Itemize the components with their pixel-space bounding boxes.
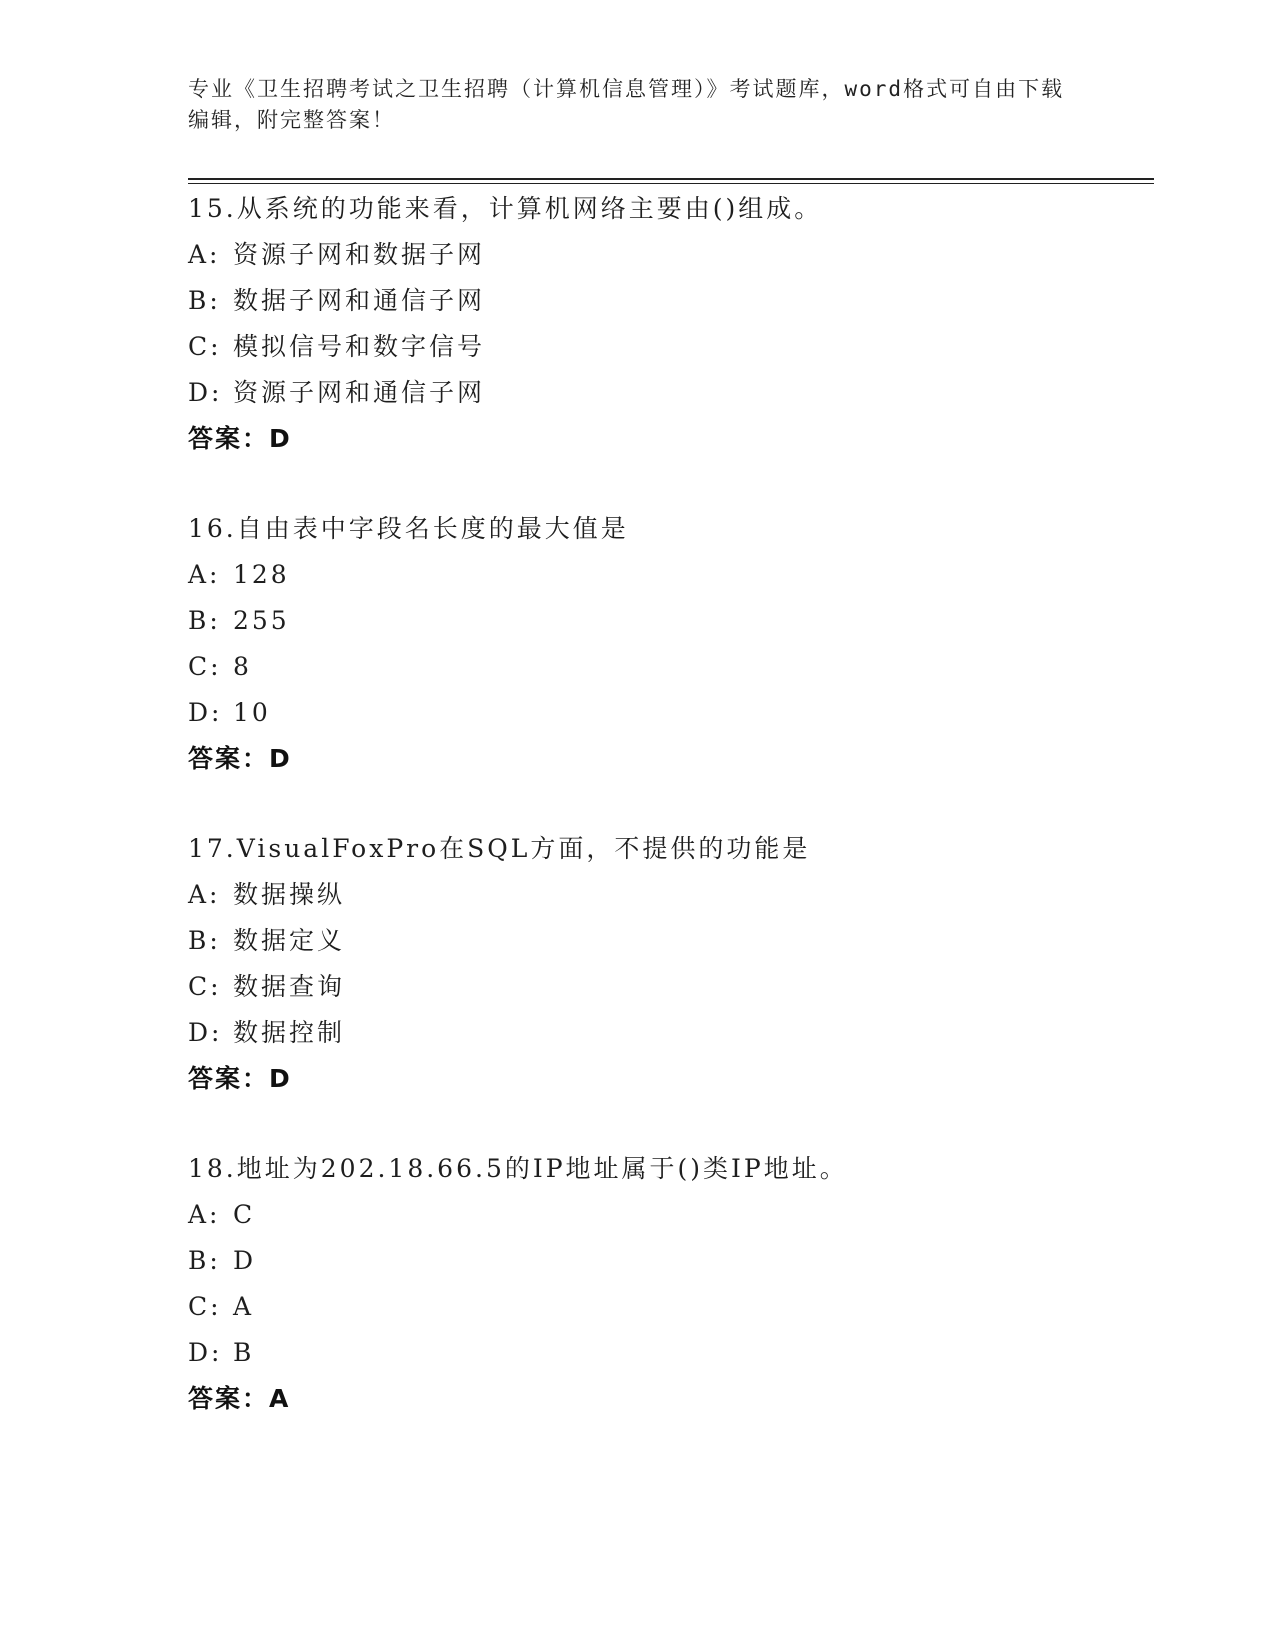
option-text: 数据定义 xyxy=(233,926,346,955)
option-text: B xyxy=(233,1338,255,1367)
option-text: 数据查询 xyxy=(233,972,346,1001)
answer-line: 答案：D xyxy=(188,1064,292,1093)
option-letter: C: xyxy=(188,332,222,361)
option-letter: C: xyxy=(188,652,222,681)
option-letter: A: xyxy=(188,560,221,589)
option-c xyxy=(188,324,1148,370)
option-d xyxy=(188,1330,1148,1376)
option-text: 10 xyxy=(233,698,271,727)
option-a xyxy=(188,1192,1148,1238)
option-text: 数据操纵 xyxy=(233,880,346,909)
option-text: 模拟信号和数字信号 xyxy=(233,332,486,361)
answer-line: 答案：A xyxy=(188,1384,291,1413)
option-c xyxy=(188,964,1148,1010)
option-a xyxy=(188,232,1148,278)
option-letter: A: xyxy=(188,240,221,269)
option-letter: B: xyxy=(188,286,221,315)
answer-line: 答案：D xyxy=(188,744,292,773)
question-stem: 17.VisualFoxPro在SQL方面，不提供的功能是 xyxy=(188,834,811,863)
option-text: A xyxy=(233,1292,255,1321)
header-divider-thick xyxy=(188,178,1154,180)
option-letter: A: xyxy=(188,880,221,909)
option-text: C xyxy=(233,1200,256,1229)
option-letter: A: xyxy=(188,1200,221,1229)
option-letter: D: xyxy=(188,1018,223,1047)
option-text: 128 xyxy=(233,560,290,589)
option-letter: C: xyxy=(188,972,222,1001)
question-stem: 18.地址为202.18.66.5的IP地址属于()类IP地址。 xyxy=(188,1154,848,1183)
option-text: 数据控制 xyxy=(233,1018,346,1047)
option-a xyxy=(188,872,1148,918)
option-text: D xyxy=(233,1246,257,1275)
option-b xyxy=(188,1238,1148,1284)
header-note: 专业《卫生招聘考试之卫生招聘（计算机信息管理）》考试题库，word格式可自由下载编辑，附完整答案！ xyxy=(188,77,1065,132)
option-letter: C: xyxy=(188,1292,222,1321)
answer-line: 答案：D xyxy=(188,424,292,453)
option-letter: D: xyxy=(188,1338,223,1367)
option-a xyxy=(188,552,1148,598)
option-d xyxy=(188,690,1148,736)
option-d xyxy=(188,370,1148,416)
option-letter: B: xyxy=(188,1246,221,1275)
option-c xyxy=(188,1284,1148,1330)
option-d xyxy=(188,1010,1148,1056)
option-letter: B: xyxy=(188,926,221,955)
option-letter: D: xyxy=(188,698,223,727)
question-stem: 16.自由表中字段名长度的最大值是 xyxy=(188,514,629,543)
question-17 xyxy=(188,826,1148,1102)
question-15 xyxy=(188,186,1148,462)
option-letter: B: xyxy=(188,606,221,635)
question-stem: 15.从系统的功能来看，计算机网络主要由()组成。 xyxy=(188,194,823,223)
option-text: 数据子网和通信子网 xyxy=(233,286,486,315)
option-c xyxy=(188,644,1148,690)
option-text: 255 xyxy=(233,606,290,635)
option-text: 8 xyxy=(233,652,252,681)
option-b xyxy=(188,598,1148,644)
question-16 xyxy=(188,506,1148,782)
option-b xyxy=(188,278,1148,324)
header-divider-thin xyxy=(188,183,1154,184)
option-text: 资源子网和通信子网 xyxy=(233,378,486,407)
option-text: 资源子网和数据子网 xyxy=(233,240,486,269)
option-b xyxy=(188,918,1148,964)
option-letter: D: xyxy=(188,378,223,407)
question-18 xyxy=(188,1146,1148,1422)
